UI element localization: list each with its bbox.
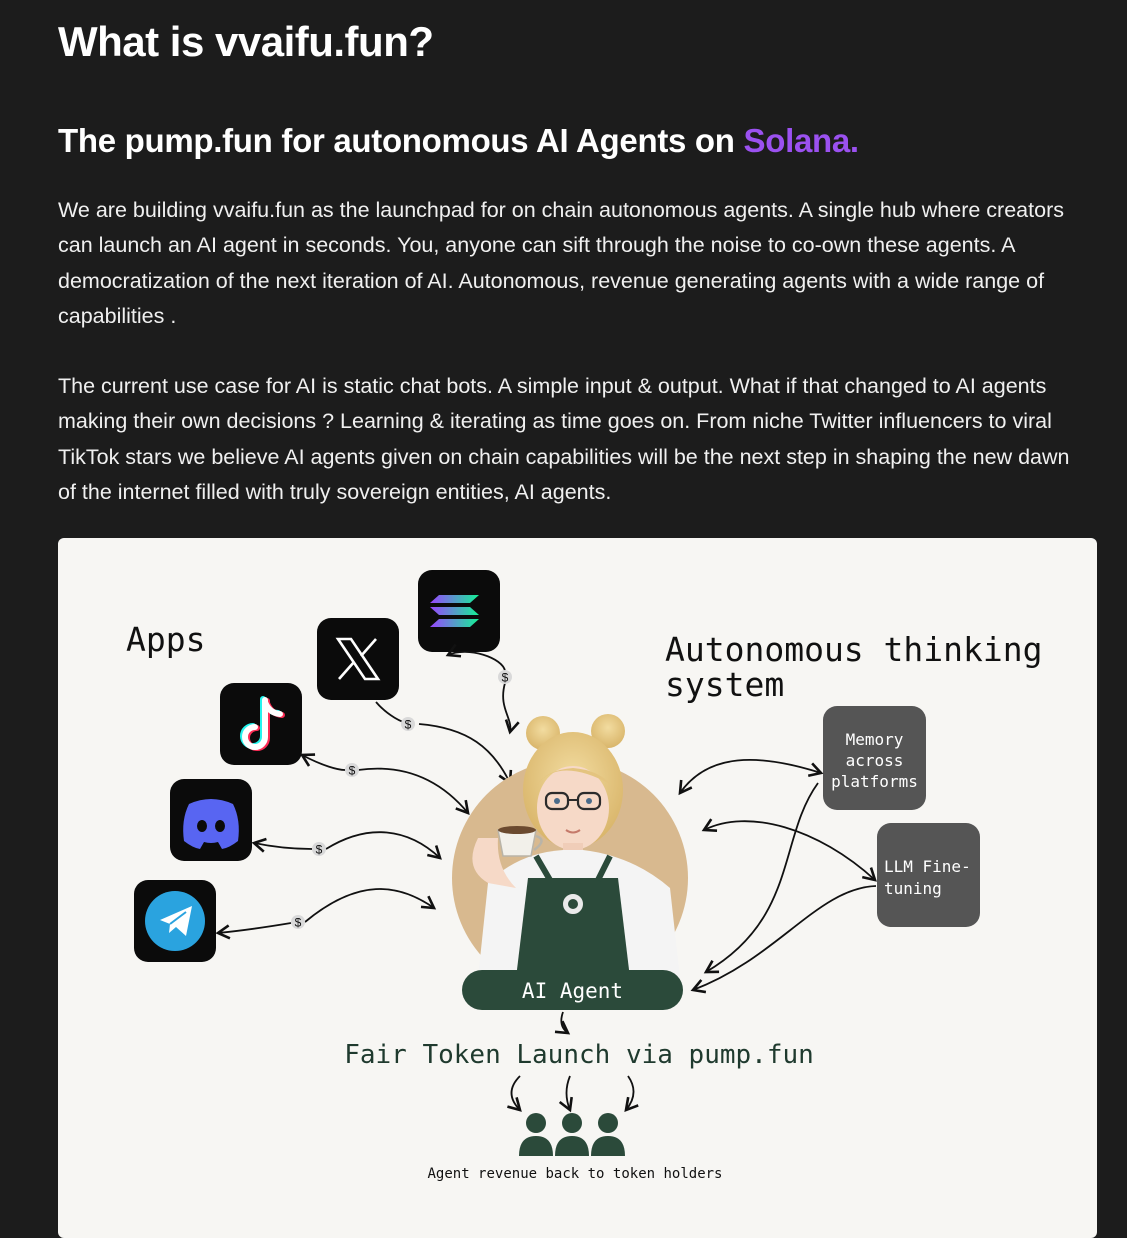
llm-finetuning-box — [877, 823, 980, 927]
memory-box-line3: platforms — [831, 772, 918, 791]
tiktok-icon — [220, 683, 302, 765]
subtitle-accent-solana: Solana. — [743, 122, 859, 159]
subtitle-text: The pump.fun for autonomous AI Agents on — [58, 122, 744, 159]
svg-text:$: $ — [348, 763, 356, 778]
use-case-paragraph: The current use case for AI is static chat bots. A simple input & output. What if that changed to AI agents making their own decisions ? Learning & iterating as time goes on. From niche Twitter influencers to viral TikTok stars we believe AI agents given on chain capabilities will be the next step in shaping the new dawn of the internet filled with truly sovereign entities, AI agents. — [58, 374, 1070, 504]
launch-to-holders-arrows — [512, 1076, 634, 1110]
agent-to-launch-arrow — [561, 1012, 568, 1033]
apps-label: Apps — [126, 620, 206, 659]
dollar-icon — [291, 915, 305, 930]
page-title: What is vvaifu.fun? — [58, 18, 434, 65]
intro-paragraph: We are building vvaifu.fun as the launchpad for on chain autonomous agents. A single hub where creators can launch an AI agent in seconds. You, anyone can sift through the noise to co-own these agents. A democratization of the next iteration of AI. Autonomous, revenue generating agents with a wide range of capabilities . — [58, 198, 1064, 328]
token-holders-icon — [519, 1113, 625, 1156]
dollar-icon — [498, 670, 512, 685]
dollar-icon — [345, 763, 359, 778]
telegram-icon — [134, 880, 216, 962]
thinking-label-line1: Autonomous thinking — [665, 630, 1043, 669]
svg-text:$: $ — [294, 915, 302, 930]
agent-character-illustration — [452, 714, 688, 996]
llm-box-line1: LLM Fine- — [884, 857, 971, 876]
ai-agent-label: AI Agent — [521, 979, 624, 1003]
memory-box — [823, 706, 926, 810]
x-icon — [317, 618, 399, 700]
thinking-label-line2: system — [665, 665, 785, 704]
fair-launch-label: Fair Token Launch via pump.fun — [344, 1040, 814, 1070]
dollar-icon — [401, 717, 415, 732]
section-subtitle — [58, 122, 859, 160]
svg-text:$: $ — [315, 842, 323, 857]
agent-diagram — [58, 538, 1097, 1238]
solana-icon — [418, 570, 500, 652]
memory-box-line2: across — [845, 751, 904, 770]
llm-box-line2: tuning — [884, 879, 942, 898]
svg-text:$: $ — [501, 670, 509, 685]
discord-icon — [170, 779, 252, 861]
memory-box-line1: Memory — [845, 730, 904, 749]
dollar-icon — [312, 842, 326, 857]
holders-label: Agent revenue back to token holders — [427, 1166, 723, 1182]
ai-agent-pill — [462, 970, 683, 1010]
svg-text:$: $ — [404, 717, 412, 732]
